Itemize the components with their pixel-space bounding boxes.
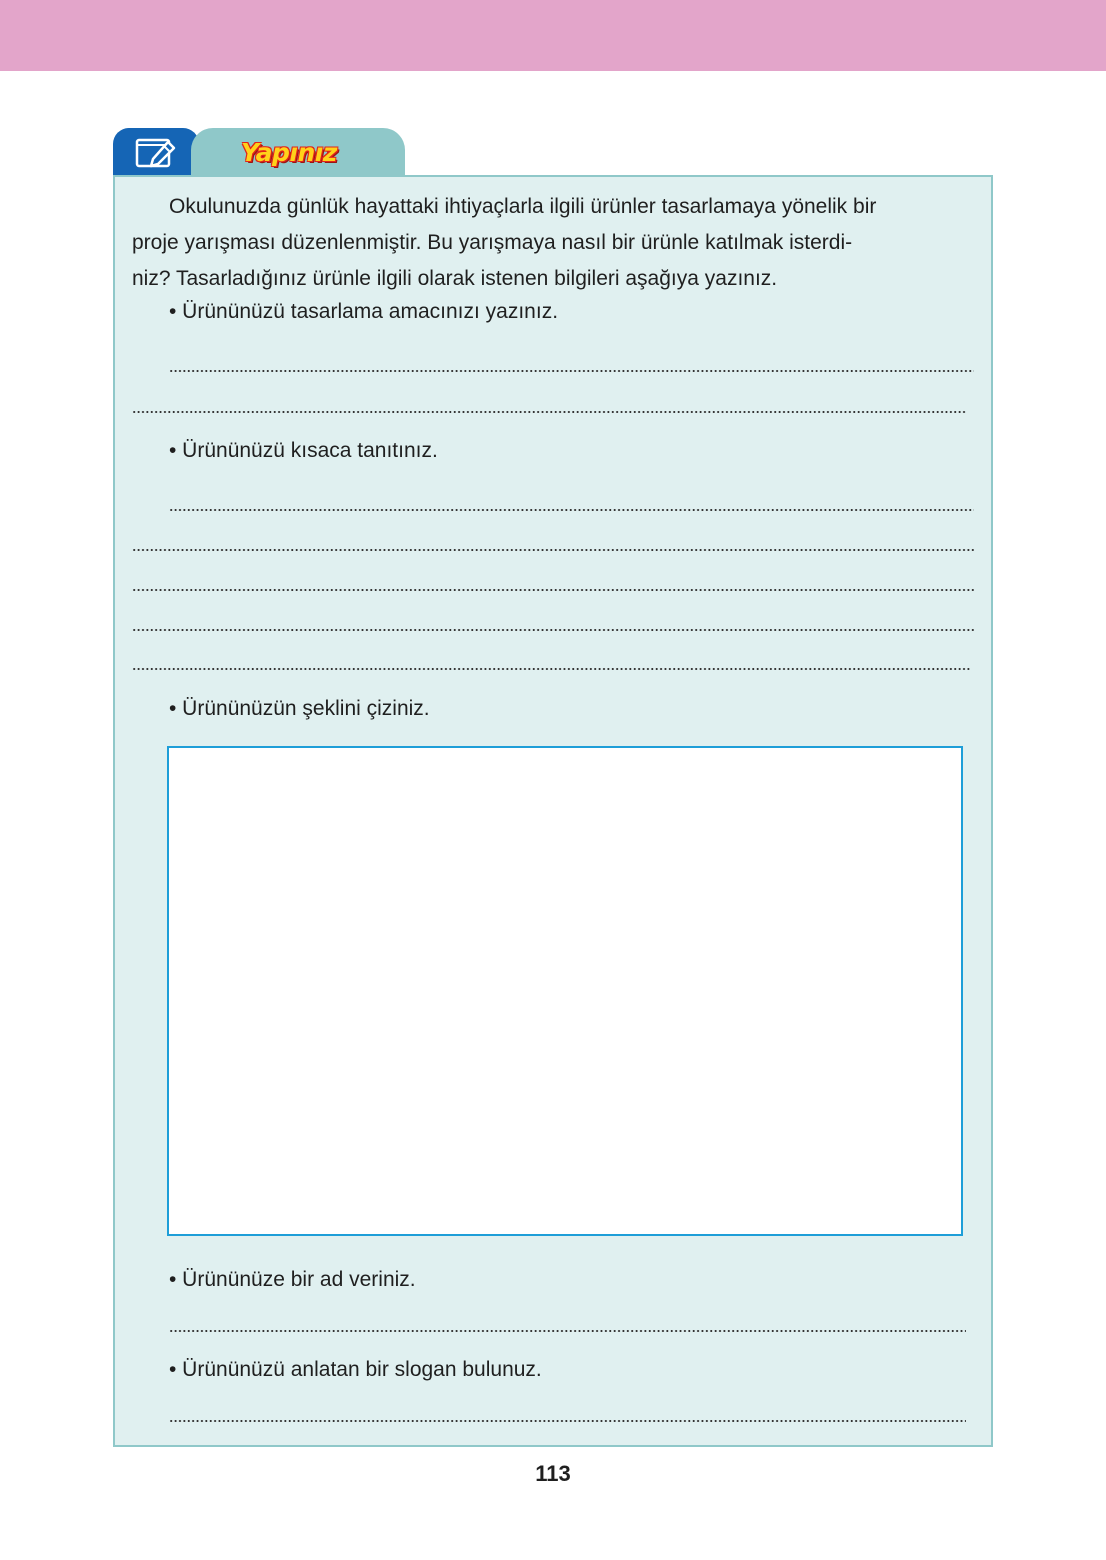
intro-line: niz? Tasarladığınız ürünle ilgili olarak istenen bilgileri aşağıya yazınız. <box>132 267 778 290</box>
activity-title-tab <box>191 128 405 176</box>
intro-line: proje yarışması düzenlenmiştir. Bu yarışmaya nasıl bir ürünle katılmak isterdi- <box>132 231 853 254</box>
activity-title: Yapınız <box>241 138 337 167</box>
activity-icon-tab <box>113 128 199 176</box>
page-number: 113 <box>535 1461 571 1486</box>
answer-line[interactable] <box>169 369 974 373</box>
prompt-drawing: • Ürününüzün şeklini çiziniz. <box>169 697 430 720</box>
answer-line[interactable] <box>169 1419 966 1423</box>
drawing-box[interactable] <box>167 746 963 1236</box>
notebook-pencil-icon <box>134 134 178 170</box>
intro-line: Okulunuzda günlük hayattaki ihtiyaçlarla ilgili ürünler tasarlamaya yönelik bir <box>169 195 877 218</box>
answer-line[interactable] <box>132 588 974 592</box>
prompt-purpose: • Ürününüzü tasarlama amacınızı yazınız. <box>169 300 559 323</box>
answer-line[interactable] <box>132 628 974 632</box>
prompt-slogan: • Ürününüzü anlatan bir slogan bulunuz. <box>169 1358 542 1381</box>
prompt-description: • Ürününüzü kısaca tanıtınız. <box>169 439 438 462</box>
prompt-name: • Ürününüze bir ad veriniz. <box>169 1268 416 1291</box>
answer-line[interactable] <box>132 410 966 414</box>
activity-intro <box>132 189 974 297</box>
answer-line[interactable] <box>132 548 974 552</box>
answer-line[interactable] <box>132 667 970 671</box>
top-color-band <box>0 0 1106 71</box>
answer-line[interactable] <box>169 1329 966 1333</box>
answer-line[interactable] <box>169 508 974 512</box>
